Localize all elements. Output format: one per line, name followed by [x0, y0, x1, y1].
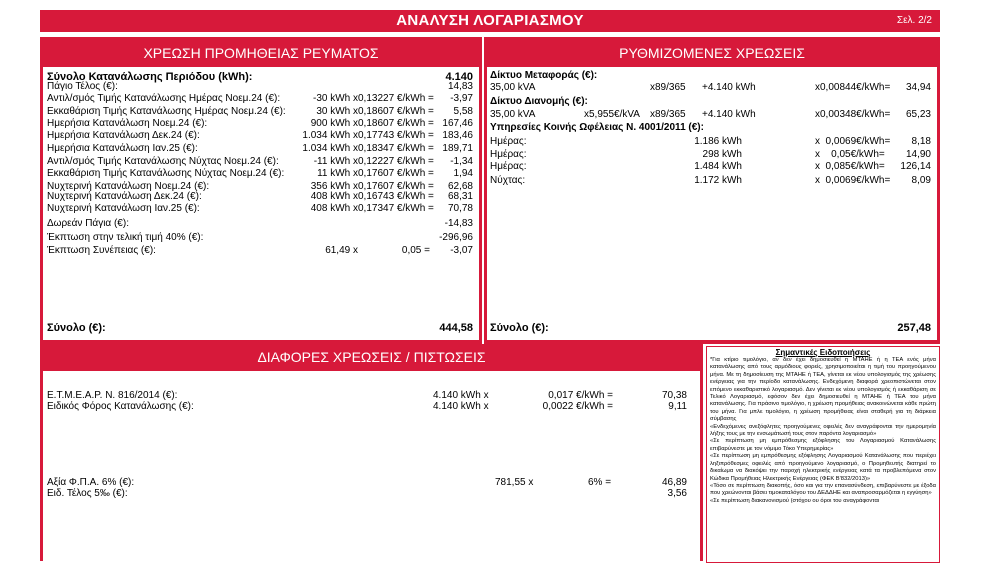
supply-total-value: 444,58	[439, 322, 473, 334]
ypo-row-amount: 126,14	[900, 161, 931, 172]
distribution-c1: 35,00 kVA	[490, 109, 536, 120]
distribution-heading: Δίκτυο Διανομής (€):	[490, 96, 588, 107]
distribution-c4: +4.140 kWh	[702, 109, 756, 120]
supply-row-qty: 1.034 kWh x	[302, 130, 358, 141]
misc-row-label: Ειδικός Φόρος Κατανάλωσης (€):	[47, 401, 194, 412]
supply-row-rate: 0,12227 €/kWh =	[358, 156, 434, 167]
ypo-row-label: Ημέρας:	[490, 136, 527, 147]
supply-row-qty: 30 kWh x	[316, 106, 358, 117]
ypo-row-amount: 8,09	[911, 175, 931, 186]
misc-row-rate: 0,017 €/kWh =	[548, 390, 613, 401]
misc-row-qty: 4.140 kWh x	[433, 390, 489, 401]
supply-row-label: Νυχτερινή Κατανάλωση Δεκ.24 (€):	[47, 191, 202, 202]
supply-row-amount: -3,97	[450, 93, 473, 104]
ypo-row-label: Νύχτας:	[490, 175, 526, 186]
supply-row-label: Νυχτερινή Κατανάλωση Ιαν.25 (€):	[47, 203, 200, 214]
supply-row-rate: 0,17607 €/kWh =	[358, 168, 434, 179]
ypo-row-label: Ημέρας:	[490, 161, 527, 172]
supply-row-amount: 183,46	[442, 130, 473, 141]
supply-row-rate: 0,18607 €/kWh =	[358, 106, 434, 117]
notice-paragraph: «Ενδεχόμενες ανεξόφλητες προηγούμενες οφειλές δεν αναγράφονται την ημερομηνία λήξης τους με την ενσωμάτωσή τους στον παρόντα λογαριασμό»	[710, 423, 936, 438]
supply-row-amount: 189,71	[442, 143, 473, 154]
supply-row-qty: 408 kWh x	[310, 203, 358, 214]
supply-row-amount: -296,96	[439, 232, 473, 243]
supply-row-qty: 356 kWh x	[310, 181, 358, 192]
supply-row-amount: 14,83	[447, 81, 473, 92]
supply-row-label: Έκπτωση Συνέπειας (€):	[47, 245, 156, 256]
supply-row-label: Δωρεάν Πάγια (€):	[47, 218, 129, 229]
supply-row-rate: 0,17347 €/kWh =	[358, 203, 434, 214]
misc-panel	[40, 344, 703, 561]
misc-panel-title: ΔΙΑΦΟΡΕΣ ΧΡΕΩΣΕΙΣ / ΠΙΣΤΩΣΕΙΣ	[257, 349, 486, 365]
supply-row-amount: 62,68	[447, 181, 473, 192]
vat-amount: 46,89	[661, 477, 687, 488]
supply-row-amount: 70,78	[447, 203, 473, 214]
supply-row-qty: 11 kWh x	[317, 168, 358, 179]
transmission-c3: x89/365	[650, 82, 686, 93]
transmission-c4: +4.140 kWh	[702, 82, 756, 93]
supply-panel	[40, 37, 482, 344]
ypo-row-amount: 8,18	[911, 136, 931, 147]
supply-row-rate: 0,18607 €/kWh =	[358, 118, 434, 129]
vat-label: Αξία Φ.Π.Α. 6% (€):	[47, 477, 135, 488]
supply-row-label: Ημερήσια Κατανάλωση Δεκ.24 (€):	[47, 130, 200, 141]
ypo-row-rate: x 0,085€/kWh=	[815, 161, 885, 172]
distribution-c2: x5,955€/kVA	[584, 109, 640, 120]
supply-row-rate: 0,16743 €/kWh =	[358, 191, 434, 202]
supply-row-qty: 61,49 x	[325, 245, 358, 256]
ypo-row-label: Ημέρας:	[490, 149, 527, 160]
supply-row-qty: -30 kWh x	[312, 93, 358, 104]
supply-row-label: Πάγιο Τέλος (€):	[47, 81, 118, 92]
important-notices	[706, 346, 940, 563]
misc-row-qty: 4.140 kWh x	[433, 401, 489, 412]
supply-panel-body	[43, 67, 479, 340]
notice-paragraph: «Σε περίπτωση μη εμπρόθεσμης εξόφλησης Λογαριασμού Κατανάλωσης που περιέχει ληξιπρόθεσμες οφειλές από προηγούμενο λογαριασμό, ο Προμηθευτής διατηρεί το δικαίωμα να διακόψει την παροχή ηλεκτρικής ενέργειας κατά τα προβλεπόμενα στον Κώδικα Προμήθειας Ηλεκτρικής Ενέργειας (ΦΕΚ Β'832/2013)»	[710, 453, 936, 482]
ypo-row-amount: 14,90	[905, 149, 931, 160]
ypo-row-qty: 298 kWh	[702, 149, 742, 160]
notice-paragraph: «Τόσο σε περίπτωση διακοπής, όσο και για την επανασύνδεση, επιβαρύνεστε με έξοδα που χρεώνονται βάσει τιμοκαταλόγου του ΔΕΔΔΗΕ και αναπροσαρμόζεται η εγγύηση»	[710, 482, 936, 497]
distribution-c5: x0,00348€/kWh=	[815, 109, 891, 120]
ypo-row-rate: x 0,0069€/kWh=	[815, 175, 891, 186]
supply-row-amount: -14,83	[444, 218, 473, 229]
supply-row-amount: 4.140	[445, 71, 473, 83]
notice-paragraph: «Σε περίπτωση διακανονισμού (στόχου ου όροι του αναγράφονται	[710, 497, 880, 504]
supply-row-label: Έκπτωση στην τελική τιμή 40% (€):	[47, 232, 204, 243]
misc-row-amount: 9,11	[668, 401, 687, 412]
transmission-c5: x0,00844€/kWh=	[815, 82, 891, 93]
supply-row-rate: 0,17743 €/kWh =	[358, 130, 434, 141]
supply-row-label: Ημερήσια Κατανάλωση Ιαν.25 (€):	[47, 143, 198, 154]
regulated-total-value: 257,48	[897, 322, 931, 334]
supply-row-amount: -1,34	[450, 156, 473, 167]
supply-row-rate: 0,13227 €/kWh =	[358, 93, 434, 104]
supply-row-label: Εκκαθάριση Τιμής Κατανάλωσης Ημέρας Νοεμ.24 (€):	[47, 106, 286, 117]
supply-row-amount: 5,58	[453, 106, 473, 117]
ypo-row-qty: 1.172 kWh	[694, 175, 742, 186]
misc-row-label: Ε.Τ.Μ.Ε.Α.Ρ. Ν. 816/2014 (€):	[47, 390, 178, 401]
supply-row-qty: -11 kWh x	[313, 156, 358, 167]
supply-row-rate: 0,05 =	[401, 245, 430, 256]
supply-row-qty: 1.034 kWh x	[302, 143, 358, 154]
ypo-row-rate: x 0,0069€/kWh=	[815, 136, 891, 147]
distribution-c6: 65,23	[905, 109, 931, 120]
supply-total-label: Σύνολο (€):	[47, 322, 106, 334]
vat-base: 781,55 x	[495, 477, 534, 488]
supply-row-qty: 408 kWh x	[310, 191, 358, 202]
supply-panel-title: ΧΡΕΩΣΗ ΠΡΟΜΗΘΕΙΑΣ ΡΕΥΜΑΤΟΣ	[143, 45, 379, 61]
misc-panel-body	[43, 371, 700, 561]
ypo-row-rate: x 0,05€/kWh=	[815, 149, 885, 160]
supply-row-label: Εκκαθάριση Τιμής Κατανάλωσης Νύχτας Νοεμ.24 (€):	[47, 168, 285, 179]
ypo-row-qty: 1.484 kWh	[694, 161, 742, 172]
transmission-heading: Δίκτυο Μεταφοράς (€):	[490, 70, 598, 81]
supply-row-label: Σύνολο Κατανάλωσης Περιόδου (kWh):	[47, 71, 253, 83]
regulated-panel	[484, 37, 940, 344]
special-tax-label: Ειδ. Τέλος 5‰ (€):	[47, 488, 128, 499]
ypo-row-qty: 1.186 kWh	[694, 136, 742, 147]
page-number: Σελ. 2/2	[896, 15, 932, 26]
header-bar	[40, 10, 940, 32]
supply-row-label: Ημερήσια Κατανάλωση Νοεμ.24 (€):	[47, 118, 208, 129]
supply-row-amount: -3,07	[450, 245, 473, 256]
regulated-panel-body	[487, 67, 937, 340]
transmission-c1: 35,00 kVA	[490, 82, 536, 93]
notices-title: Σημαντικές Ειδοποιήσεις	[775, 348, 871, 357]
supply-row-label: Αντιλ/σμός Τιμής Κατανάλωσης Ημέρας Νοεμ.24 (€):	[47, 93, 281, 104]
distribution-c3: x89/365	[650, 109, 686, 120]
misc-row-rate: 0,0022 €/kWh =	[542, 401, 613, 412]
vat-rate: 6% =	[588, 477, 612, 488]
supply-row-amount: 167,46	[442, 118, 473, 129]
transmission-c6: 34,94	[905, 82, 931, 93]
special-tax-amount: 3,56	[667, 488, 687, 499]
supply-row-rate: 0,18347 €/kWh =	[358, 143, 434, 154]
notice-paragraph: «Σε περίπτωση μη εμπρόθεσμης εξόφλησης του Λογαριασμού Κατανάλωσης επιβαρύνεστε με τον νόμιμο Τόκο Υπερημερίας»	[710, 438, 936, 452]
misc-row-amount: 70,38	[661, 390, 687, 401]
supply-row-qty: 900 kWh x	[310, 118, 358, 129]
supply-row-amount: 68,31	[447, 191, 473, 202]
ypo-heading: Υπηρεσίες Κοινής Ωφέλειας Ν. 4001/2011 (€):	[490, 122, 704, 133]
supply-row-label: Αντιλ/σμός Τιμής Κατανάλωσης Νύχτας Νοεμ.24 (€):	[47, 156, 279, 167]
page-title: ΑΝΑΛΥΣΗ ΛΟΓΑΡΙΑΣΜΟΥ	[396, 12, 584, 29]
supply-row-amount: 1,94	[453, 168, 473, 179]
regulated-panel-title: ΡΥΘΜΙΖΟΜΕΝΕΣ ΧΡΕΩΣΕΙΣ	[619, 45, 805, 61]
regulated-total-label: Σύνολο (€):	[490, 322, 549, 334]
supply-row-label: Νυχτερινή Κατανάλωση Νοεμ.24 (€):	[47, 181, 210, 192]
supply-row-rate: 0,17607 €/kWh =	[358, 181, 434, 192]
notice-paragraph: *Για κτίριο τιμολόγιο, αν δεν έχει δημοσιευθεί η ΜΤΑΗΕ ή η ΤΕΑ ενός μήνα κατανάλωσης από τους αρμόδιους φορείς, χρησιμοποιείται η τιμή του προηγούμενου μήνα. Με τη δημοσίευση της ΜΤΑΗΕ ή ΤΕΑ, γίνεται εκ νέου υπολογισμός της χρέωσης ενέργειας για την περίοδο κατανάλωσης. Ενδεχόμενη διαφορά χρεοπιστώνεται στον επόμενο εκκαθαριστικό λογαριασμό. Δεν γίνεται εκ νέου υπολογισμός ή εκκαθάριση σε Τελικό Λογαριασμό, εφόσον δεν έχει δημοσιευθεί η ΜΤΑΗΕ ή ΤΕΑ του μήνα κατανάλωσης. Για πράσινο τιμολόγιο, η χρέωση προμήθειας ανακοινώνεται κάθε πρώτη του μήνα. Για μπλε τιμολόγιο, η χρέωση προμήθειας είναι σταθερή για τη διάρκεια σύμβασης	[710, 357, 936, 423]
